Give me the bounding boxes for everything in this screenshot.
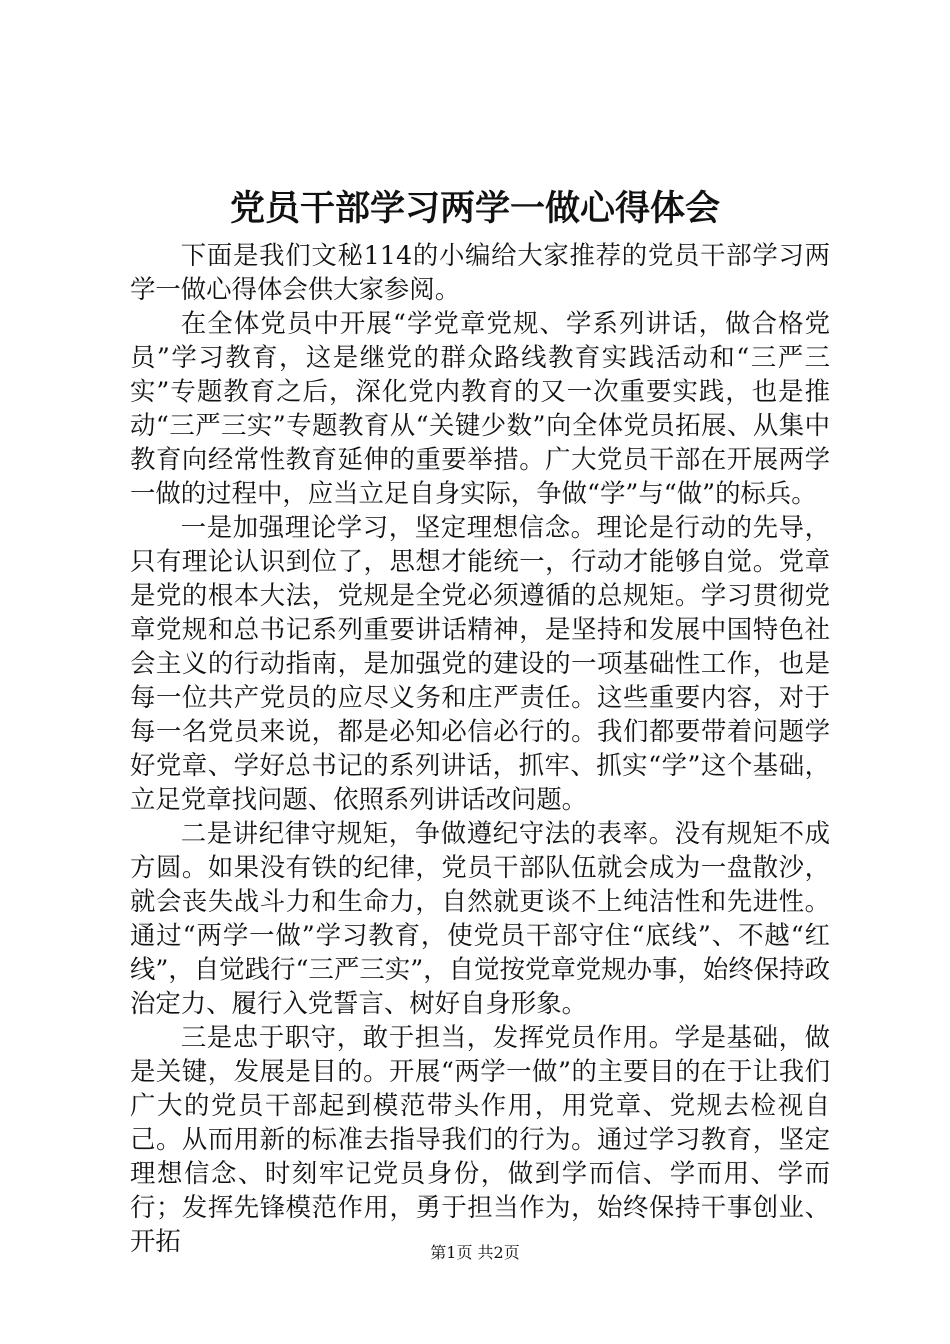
paragraph-background: 在全体党员中开展“学党章党规、学系列讲话，做合格党员”学习教育，这是继党的群众路线教育实践活动和“三严三实”专题教育之后，深化党内教育的又一次重要实践，也是推动“三严三实”专题教育从“关键少数”向全体党员拓展、从集中教育向经常性教育延伸的重要举措。广大党员干部在开展两学一做的过程中，应当立足自身实际，争做“学”与“做”的标兵。: [130, 308, 830, 508]
paragraph-point-two: 二是讲纪律守规矩，争做遵纪守法的表率。没有规矩不成方圆。如果没有铁的纪律，党员干部队伍就会成为一盘散沙，就会丧失战斗力和生命力，自然就更谈不上纯洁性和先进性。通过“两学一做”学习教育，使党员干部守住“底线”、不越“红线”，自觉践行“三严三实”，自觉按党章党规办事，始终保持政治定力、履行入党誓言、树好自身形象。: [130, 818, 830, 1018]
paragraph-intro: 下面是我们文秘114的小编给大家推荐的党员干部学习两学一做心得体会供大家参阅。: [130, 240, 830, 304]
page-number-footer: 第1页 共2页: [430, 1243, 520, 1262]
document-title: 党员干部学习两学一做心得体会: [229, 188, 720, 229]
paragraph-point-three: 三是忠于职守，敢于担当，发挥党员作用。学是基础，做是关键，发展是目的。开展“两学一做”的主要目的在于让我们广大的党员干部起到模范带头作用，用党章、党规去检视自己。从而用新的标准去指导我们的行为。通过学习教育，坚定理想信念、时刻牢记党员身份，做到学而信、学而用、学而行；发挥先锋模范作用，勇于担当作为，始终保持干事创业、开拓: [130, 1022, 830, 1256]
document-body: [130, 238, 830, 1258]
paragraph-point-one: 一是加强理论学习，坚定理想信念。理论是行动的先导，只有理论认识到位了，思想才能统一，行动才能够自觉。党章是党的根本大法，党规是全党必须遵循的总规矩。学习贯彻党章党规和总书记系列重要讲话精神，是坚持和发展中国特色社会主义的行动指南，是加强党的建设的一项基础性工作，也是每一位共产党员的应尽义务和庄严责任。这些重要内容，对于每一名党员来说，都是必知必信必行的。我们都要带着问题学好党章、学好总书记的系列讲话，抓牢、抓实“学”这个基础，立足党章找问题、依照系列讲话改问题。: [130, 512, 830, 814]
